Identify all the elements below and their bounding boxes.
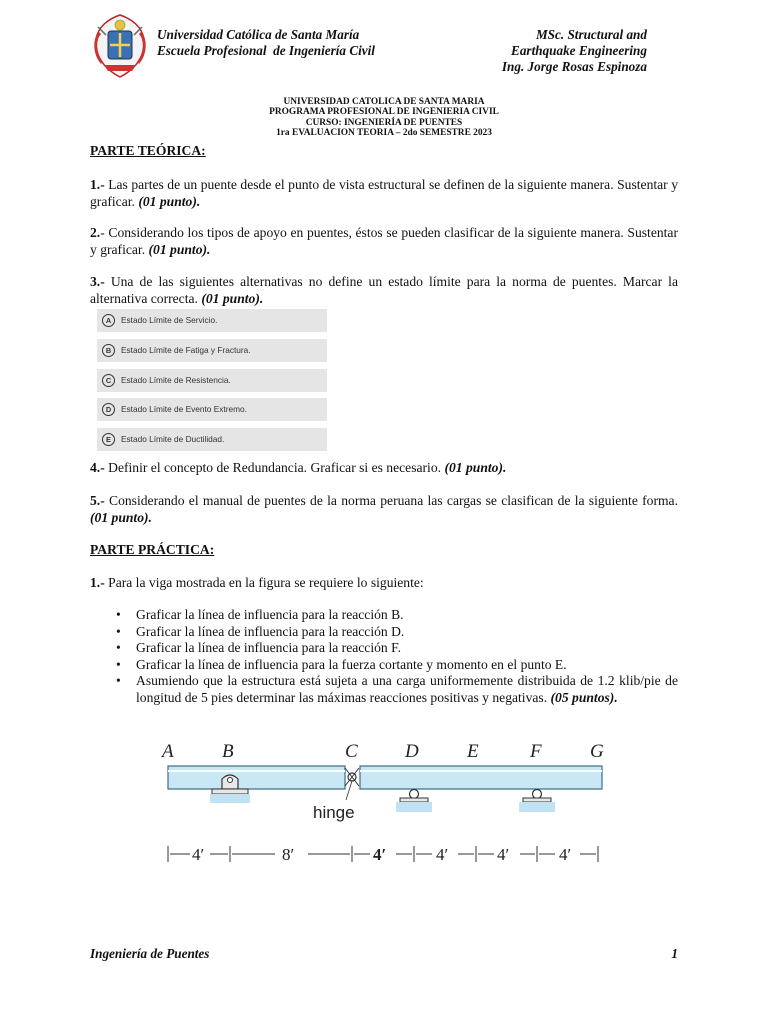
hinge-label: hinge bbox=[313, 803, 355, 822]
beam-right-segment bbox=[360, 766, 602, 789]
instructor-name: Ing. Jorge Rosas Espinoza bbox=[501, 59, 647, 74]
q2-number: 2. bbox=[90, 225, 101, 240]
option-d[interactable] bbox=[97, 398, 327, 421]
bullet: • bbox=[116, 623, 121, 639]
option-letter-circle: B bbox=[102, 344, 115, 357]
option-b[interactable] bbox=[97, 339, 327, 362]
q5-points: (01 punto). bbox=[90, 509, 152, 525]
dimension-label: 4′ bbox=[497, 845, 510, 864]
list-item bbox=[90, 607, 678, 624]
q3-points: (01 punto). bbox=[201, 290, 264, 306]
p1-text: Para la viga mostrada en la figura se requiere lo siguiente: bbox=[104, 575, 424, 590]
point-label-b: B bbox=[222, 741, 234, 762]
theory-question-1 bbox=[90, 177, 678, 210]
list-item-text: Asumiendo que la estructura está sujeta a una carga uniformemente distribuida de 1.2 klib/pie de longitud de 5 pies determinar las máximas reacciones positivas y negativas. bbox=[136, 673, 678, 705]
bullet: • bbox=[116, 656, 121, 672]
option-letter-circle: C bbox=[102, 374, 115, 387]
option-label: Estado Límite de Ductilidad. bbox=[121, 434, 225, 444]
beam-left-segment bbox=[168, 766, 345, 789]
practice-question-1 bbox=[90, 575, 678, 592]
option-letter-circle: D bbox=[102, 403, 115, 416]
list-item bbox=[90, 657, 678, 674]
university-seal-logo bbox=[92, 13, 148, 79]
list-item-text: Graficar la línea de influencia para la reacción B. bbox=[136, 607, 404, 622]
university-name: Universidad Católica de Santa María bbox=[157, 27, 360, 42]
option-c[interactable] bbox=[97, 369, 327, 392]
q2-text: - Considerando los tipos de apoyo en puentes, éstos se pueden clasificar de la siguiente manera. Sustentar y graficar. bbox=[90, 225, 678, 257]
practice-heading-text: PARTE PRÁCTICA: bbox=[90, 542, 215, 557]
point-label-g: G bbox=[590, 741, 604, 762]
degree-line1: MSc. Structural and bbox=[535, 27, 647, 42]
point-label-c: C bbox=[345, 741, 358, 762]
theory-question-3 bbox=[90, 274, 678, 307]
bullet: • bbox=[116, 607, 121, 622]
point-label-f: F bbox=[530, 741, 542, 762]
q1-points: (01 punto). bbox=[138, 193, 201, 209]
bullet: • bbox=[116, 673, 121, 689]
q2-points: (01 punto). bbox=[148, 241, 211, 257]
option-label: Estado Límite de Servicio. bbox=[121, 315, 218, 325]
practice-heading bbox=[90, 542, 678, 559]
option-a[interactable] bbox=[97, 309, 327, 332]
title-line-2: PROGRAMA PROFESIONAL DE INGENIERIA CIVIL bbox=[269, 107, 499, 118]
title-line-1: UNIVERSIDAD CATOLICA DE SANTA MARIA bbox=[283, 97, 485, 107]
school-name: Escuela Profesional de Ingeniería Civil bbox=[157, 43, 375, 58]
q1-text: Las partes de un puente desde el punto de vista estructural se definen de la siguiente manera. Sustentar y graficar. bbox=[90, 177, 678, 209]
page-number: 1 bbox=[671, 946, 678, 961]
q5-number: 5.- bbox=[90, 493, 105, 508]
list-item-text: Graficar la línea de influencia para la reacción D. bbox=[136, 623, 405, 639]
roller-support-f-icon bbox=[519, 790, 555, 813]
title-line-4: 1ra EVALUACION TEORIA – 2do SEMESTRE 2023 bbox=[276, 127, 492, 138]
q5-text: Considerando el manual de puentes de la norma peruana las cargas se clasifican de la siguiente forma. bbox=[104, 493, 678, 508]
theory-question-4 bbox=[90, 460, 678, 477]
dimension-label: 4′ bbox=[436, 845, 449, 864]
header-left bbox=[157, 27, 375, 59]
theory-heading-text: PARTE TEÓRICA: bbox=[90, 143, 206, 158]
q3-text: Una de las siguientes alternativas no define un estado límite para la norma de puentes. Marcar la alternativa correcta. bbox=[90, 274, 678, 306]
list-item-text: Graficar la línea de influencia para la reacción F. bbox=[136, 640, 401, 656]
list-item-points: (05 puntos). bbox=[550, 689, 618, 705]
list-item bbox=[90, 673, 678, 706]
list-item bbox=[90, 640, 678, 657]
q4-number: 4.- bbox=[90, 460, 105, 475]
option-label: Estado Límite de Evento Extremo. bbox=[121, 404, 247, 414]
point-label-d: D bbox=[405, 741, 419, 762]
degree-line2: Earthquake Engineering bbox=[511, 43, 647, 58]
roller-support-d-icon bbox=[396, 790, 432, 813]
option-e[interactable] bbox=[97, 428, 327, 451]
dimension-label: 4′ bbox=[373, 845, 387, 864]
dimension-label: 8′ bbox=[282, 845, 295, 864]
p1-number: 1.- bbox=[90, 575, 105, 590]
q1-number: 1.- bbox=[90, 177, 105, 192]
option-letter-circle: E bbox=[102, 433, 115, 446]
beam-figure bbox=[160, 736, 620, 871]
dimension-label: 4′ bbox=[192, 845, 205, 864]
dimension-label: 4′ bbox=[559, 845, 572, 864]
q4-points: (01 punto). bbox=[444, 460, 507, 475]
theory-question-5 bbox=[90, 493, 678, 526]
title-line-3: CURSO: INGENIERÍA DE PUENTES bbox=[305, 117, 463, 128]
option-letter-circle: A bbox=[102, 314, 115, 327]
footer-course-name: Ingeniería de Puentes bbox=[90, 946, 210, 961]
exam-title-block bbox=[150, 97, 618, 138]
q3-number: 3.- bbox=[90, 274, 105, 289]
option-label: Estado Límite de Fatiga y Fractura. bbox=[121, 345, 251, 355]
q4-text: Definir el concepto de Redundancia. Graficar si es necesario. bbox=[104, 460, 445, 475]
bullet: • bbox=[116, 640, 121, 656]
option-label: Estado Límite de Resistencia. bbox=[121, 375, 231, 385]
list-item bbox=[90, 624, 678, 641]
list-item-text: Graficar la línea de influencia para la fuerza cortante y momento en el punto E. bbox=[136, 656, 567, 672]
point-label-a: A bbox=[162, 741, 174, 762]
header-right bbox=[440, 27, 647, 75]
point-label-e: E bbox=[467, 741, 479, 762]
requirements-list bbox=[90, 607, 678, 707]
theory-heading bbox=[90, 143, 678, 160]
theory-question-2 bbox=[90, 225, 678, 258]
